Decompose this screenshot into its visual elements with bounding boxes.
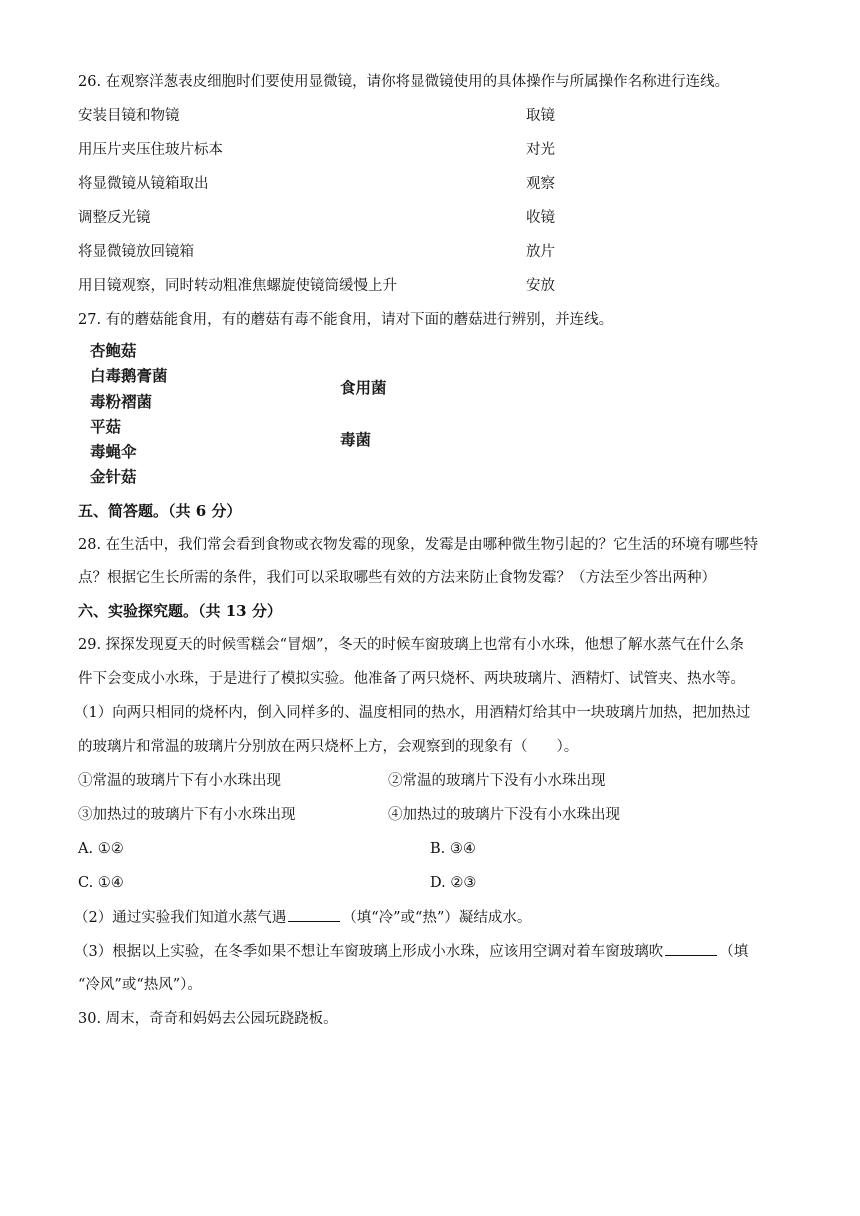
- q27-stem: 27. 有的蘑菇能食用，有的蘑菇有毒不能食用，请对下面的蘑菇进行辨别，并连线。: [78, 312, 614, 328]
- mushroom-item: 金针菇: [90, 468, 137, 486]
- category-edible: 食用菌: [340, 379, 387, 397]
- q26-right-item: 取镜: [526, 108, 555, 124]
- q29-sub3-line2: “冷风”或“热风”）。: [78, 977, 202, 993]
- q29-sub3-text: （填: [719, 944, 749, 960]
- q26-left-item: 安装目镜和物镜: [78, 108, 180, 124]
- q29-sub2-text: （填“冷”或“热”）凝结成水。: [342, 910, 532, 926]
- q28-line: 28. 在生活中，我们常会看到食物或衣物发霉的现象，发霉是由哪种微生物引起的？它生活的环境有哪些特: [78, 537, 759, 553]
- option-c: C. ①④: [78, 875, 124, 891]
- mushroom-item: 毒蝇伞: [90, 443, 137, 461]
- option-a: A. ①②: [78, 841, 124, 857]
- q29-sub3-text: （3）根据以上实验，在冬季如果不想让车窗玻璃上形成小水珠，应该用空调对着车窗玻璃吹: [74, 944, 664, 960]
- category-poisonous: 毒菌: [340, 431, 372, 449]
- q26-right-item: 放片: [526, 244, 555, 260]
- mushroom-item: 毒粉褶菌: [90, 393, 153, 411]
- q30-stem: 30. 周末，奇奇和妈妈去公园玩跷跷板。: [78, 1011, 338, 1027]
- q26-left-item: 用目镜观察，同时转动粗准焦螺旋使镜筒缓慢上升: [78, 278, 397, 294]
- q29-sub2-text: （2）通过实验我们知道水蒸气遇: [74, 910, 287, 926]
- mushroom-item: 平菇: [90, 418, 122, 436]
- option-b: B. ③④: [430, 841, 476, 857]
- q28-line: 点？根据它生长所需的条件，我们可以采取哪些有效的方法来防止食物发霉？（方法至少答出两种）: [78, 570, 716, 586]
- phenomenon-item: ④加热过的玻璃片下没有小水珠出现: [388, 807, 620, 823]
- q29-line: 件下会变成小水珠，于是进行了模拟实验。他准备了两只烧杯、两块玻璃片、酒精灯、试管夹、热水等。: [78, 671, 745, 687]
- q29-sub1-line: 的玻璃片和常温的玻璃片分别放在两只烧杯上方，会观察到的现象有（ ）。: [78, 739, 579, 755]
- q26-left-item: 调整反光镜: [78, 210, 151, 226]
- answer-blank[interactable]: [288, 907, 340, 922]
- section-title: 六、实验探究题。（共 13 分）: [78, 602, 282, 620]
- q26-right-item: 对光: [526, 142, 555, 158]
- phenomenon-item: ③加热过的玻璃片下有小水珠出现: [78, 807, 296, 823]
- q26-stem: 26. 在观察洋葱表皮细胞时们要使用显微镜，请你将显微镜使用的具体操作与所属操作名称进行连线。: [78, 74, 730, 90]
- q26-left-item: 将显微镜放回镜箱: [78, 244, 194, 260]
- q26-right-item: 收镜: [526, 210, 555, 226]
- answer-blank[interactable]: [665, 941, 717, 956]
- q29-sub3: [74, 941, 748, 962]
- phenomenon-item: ①常温的玻璃片下有小水珠出现: [78, 773, 281, 789]
- phenomenon-item: ②常温的玻璃片下没有小水珠出现: [388, 773, 606, 789]
- mushroom-item: 杏鲍菇: [90, 342, 137, 360]
- q26-left-item: 将显微镜从镜箱取出: [78, 176, 209, 192]
- mushroom-item: 白毒鹅膏菌: [90, 367, 168, 385]
- option-d: D. ②③: [430, 875, 477, 891]
- section-title: 五、简答题。（共 6 分）: [78, 502, 242, 520]
- q26-left-item: 用压片夹压住玻片标本: [78, 142, 223, 158]
- q26-right-item: 观察: [526, 176, 555, 192]
- q29-sub2: [74, 907, 531, 928]
- q26-right-item: 安放: [526, 278, 555, 294]
- q29-line: 29. 探探发现夏天的时候雪糕会“冒烟”，冬天的时候车窗玻璃上也常有小水珠，他想了解水蒸气在什么条: [78, 637, 744, 653]
- q29-sub1-line: （1）向两只相同的烧杯内，倒入同样多的、温度相同的热水，用酒精灯给其中一块玻璃片加热，把加热过: [74, 705, 751, 721]
